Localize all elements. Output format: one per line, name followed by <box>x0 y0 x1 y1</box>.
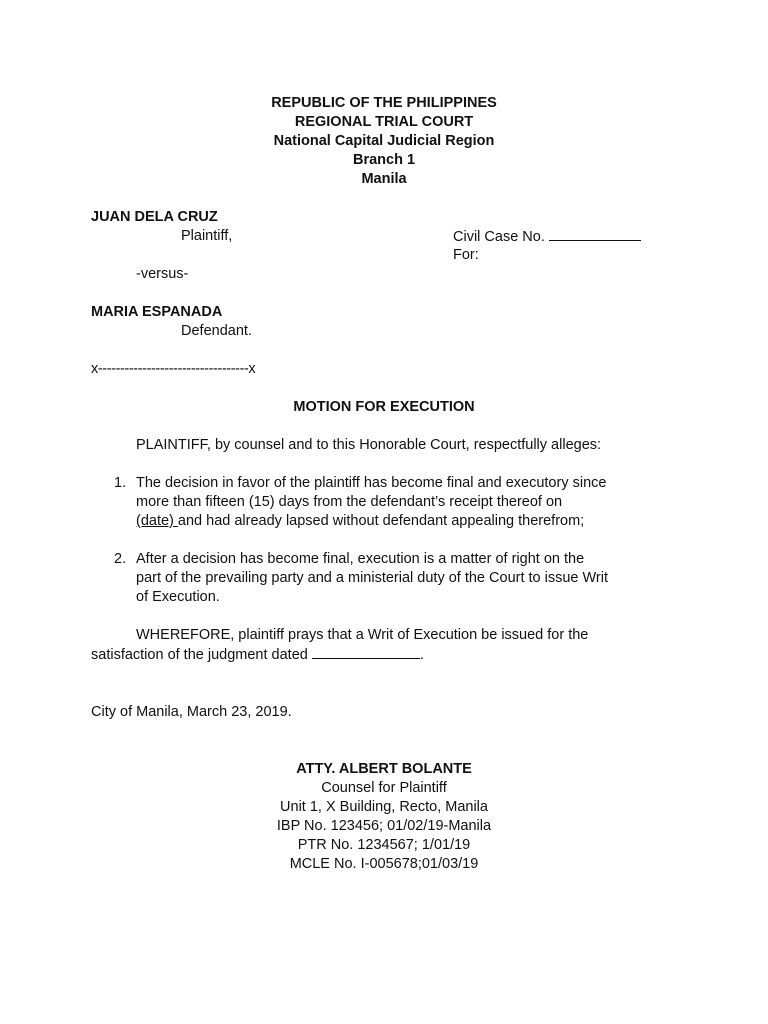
prayer-line-2-text: satisfaction of the judgment dated <box>91 647 308 663</box>
item-1-line-3 <box>136 512 584 531</box>
versus-label: -versus- <box>136 266 189 282</box>
case-for-label: For: <box>453 247 479 263</box>
plaintiff-role: Plaintiff, <box>181 228 233 244</box>
civil-case-label: Civil Case No. <box>453 229 545 245</box>
item-1-line-2: more than fifteen (15) days from the defendant’s receipt thereof on <box>136 494 563 510</box>
header-republic: REPUBLIC OF THE PHILIPPINES <box>271 95 497 111</box>
civil-case-number <box>453 227 641 247</box>
prayer-line-2 <box>91 645 424 665</box>
item-1-number: 1. <box>114 475 127 491</box>
caption-separator: x----------------------------------x <box>91 361 256 377</box>
item-1-line-3-rest: and had already lapsed without defendant appealing therefrom; <box>177 513 585 529</box>
item-2-number: 2. <box>114 551 127 567</box>
intro-paragraph: PLAINTIFF, by counsel and to this Honorable Court, respectfully alleges: <box>136 437 602 453</box>
date-placeholder: (date) <box>136 513 178 529</box>
plaintiff-name: JUAN DELA CRUZ <box>91 209 218 225</box>
counsel-name: ATTY. ALBERT BOLANTE <box>296 761 472 777</box>
counsel-address: Unit 1, X Building, Recto, Manila <box>280 799 488 815</box>
place-date: City of Manila, March 23, 2019. <box>91 704 292 720</box>
counsel-mcle: MCLE No. I-005678;01/03/19 <box>289 856 479 872</box>
motion-title: MOTION FOR EXECUTION <box>293 399 475 415</box>
prayer-line-2-end: . <box>419 647 424 663</box>
judgment-date-blank <box>312 645 420 659</box>
header-city: Manila <box>361 171 407 187</box>
counsel-ibp: IBP No. 123456; 01/02/19-Manila <box>276 818 492 834</box>
defendant-name: MARIA ESPANADA <box>91 304 223 320</box>
case-number-blank <box>549 227 641 241</box>
counsel-ptr: PTR No. 1234567; 1/01/19 <box>297 837 471 853</box>
header-branch: Branch 1 <box>352 152 416 168</box>
prayer-line-1: WHEREFORE, plaintiff prays that a Writ of Execution be issued for the <box>136 627 589 643</box>
defendant-role: Defendant. <box>181 323 252 339</box>
item-2-line-1: After a decision has become final, execution is a matter of right on the <box>136 551 585 567</box>
header-court: REGIONAL TRIAL COURT <box>294 114 474 130</box>
header-region: National Capital Judicial Region <box>273 133 495 149</box>
counsel-role: Counsel for Plaintiff <box>321 780 447 796</box>
item-2-line-3: of Execution. <box>136 589 220 605</box>
item-2-line-2: part of the prevailing party and a ministerial duty of the Court to issue Writ <box>136 570 609 586</box>
item-1-line-1: The decision in favor of the plaintiff has become final and executory since <box>136 475 607 491</box>
